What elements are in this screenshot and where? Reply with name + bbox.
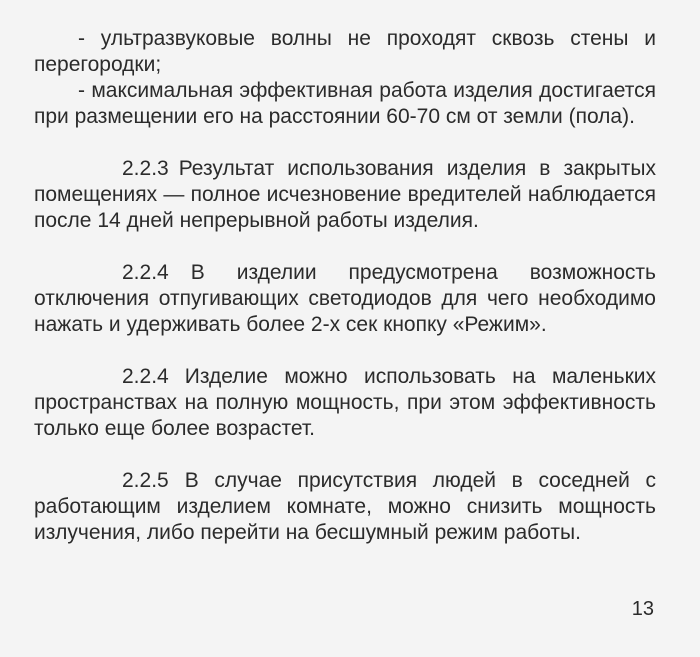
paragraph-text: - максимальная эффективная работа изделия достигается при размещении его на расстоянии 60-70 см от земли (пола). [34,79,656,128]
paragraph-text: - ультразвуковые волны не проходят сквозь стены и перегородки; [34,27,656,76]
section-number: 2.2.5 [122,469,169,492]
bullet-paragraph-1 [34,26,656,78]
section-number: 2.2.4 [122,365,169,388]
section-2-2-4-a [34,260,656,338]
paragraph-gap [34,234,656,260]
document-page [34,26,656,546]
paragraph-text: В случае присутствия людей в соседней с работающим изделием комнате, можно снизить мощность излучения, либо перейти на бесшумный режим работы. [34,469,656,544]
paragraph-gap [34,338,656,364]
paragraph-text: Результат использования изделия в закрытых помещениях — полное исчезновение вредителей наблюдается после 14 дней непрерывной работы изделия. [34,157,656,232]
paragraph-gap [34,442,656,468]
page-number: 13 [631,598,654,620]
paragraph-text: В изделии предусмотрена возможность отключения отпугивающих светодиодов для чего необходимо нажать и удерживать более 2-х сек кнопку «Режим». [34,261,656,336]
paragraph-text: Изделие можно использовать на маленьких пространствах на полную мощность, при этом эффективность только еще более возрастет. [34,365,656,440]
paragraph-gap [34,130,656,156]
section-2-2-4-b [34,364,656,442]
section-number: 2.2.4 [122,261,169,284]
section-2-2-5 [34,468,656,546]
section-number: 2.2.3 [122,157,169,180]
bullet-paragraph-2 [34,78,656,130]
section-2-2-3 [34,156,656,234]
